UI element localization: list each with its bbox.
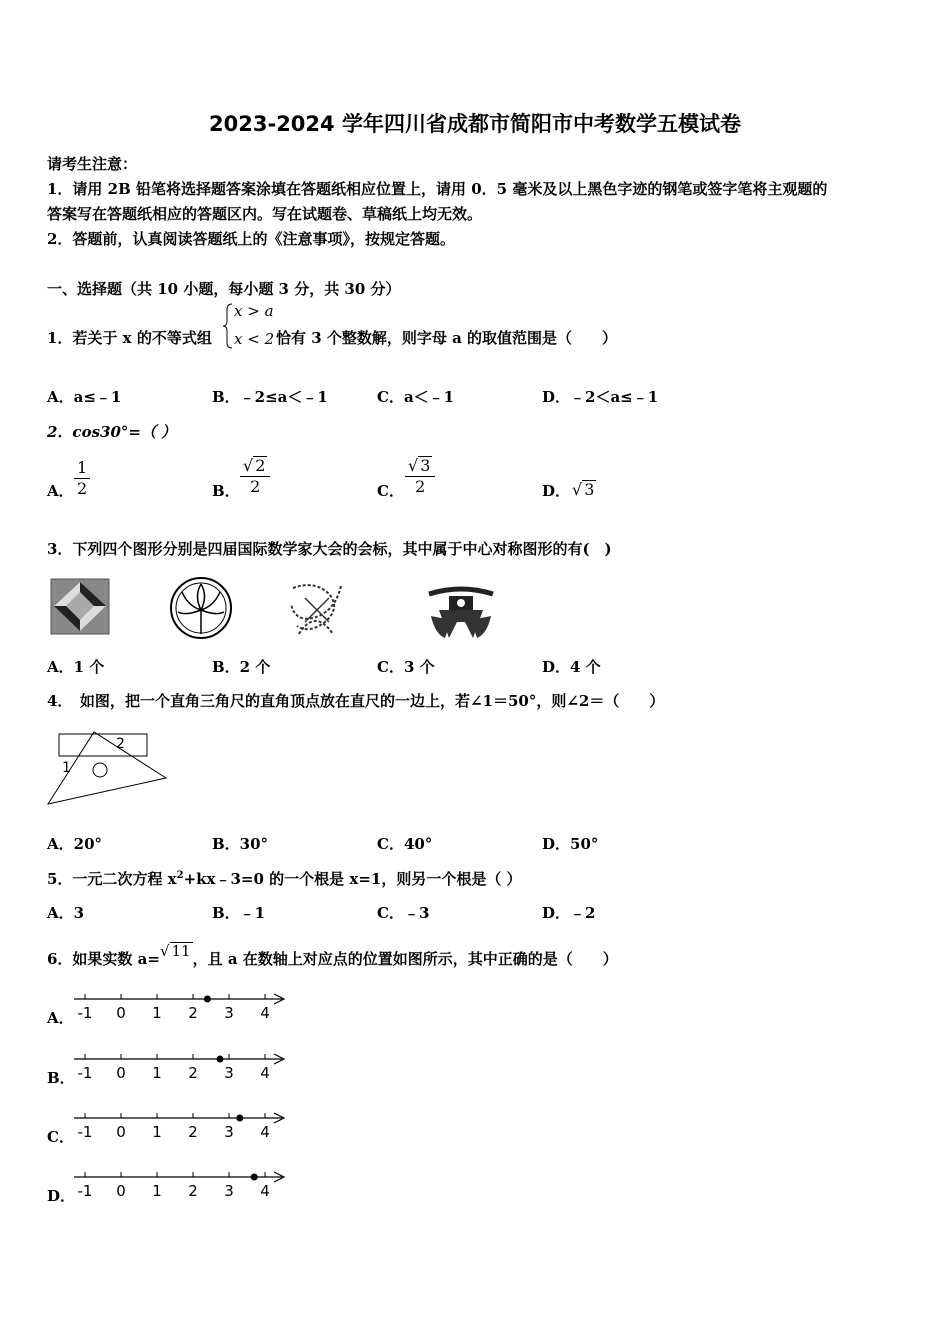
q4-angle-1-label: 1 bbox=[62, 760, 71, 776]
q1-option-d[interactable]: D．﹣2＜a≤﹣1 bbox=[542, 388, 659, 406]
q6-option-a[interactable]: A． bbox=[47, 1009, 74, 1027]
q3-option-a[interactable]: A．1 个 bbox=[47, 658, 105, 676]
notice-line-1b: 答案写在答题纸相应的答题区内。写在试题卷、草稿纸上均无效。 bbox=[47, 205, 483, 223]
q2-option-c-value: $\frac{√ 3}{2}$ bbox=[405, 456, 435, 497]
tick-label: 0 bbox=[116, 1004, 126, 1022]
q1-suffix: 恰有 3 个整数解，则字母 a 的取值范围是（ ） bbox=[276, 329, 618, 347]
q1-option-c[interactable]: C．a＜﹣1 bbox=[377, 388, 455, 406]
tick-label: -1 bbox=[77, 1004, 93, 1022]
q2-option-b-label[interactable]: B． bbox=[212, 482, 240, 500]
q3-stem: 3．下列四个图形分别是四届国际数学家大会的会标，其中属于中心对称图形的有( ) bbox=[47, 540, 612, 558]
notice-line-1a: 1．请用 2B 铅笔将选择题答案涂填在答题纸相应位置上，请用 0．5 毫米及以上黑色字迹的钢笔或签字笔将主观题的 bbox=[47, 180, 828, 198]
page-title: 2023-2024 学年四川省成都市简阳市中考数学五模试卷 bbox=[209, 112, 741, 136]
emblem-4-icon bbox=[427, 576, 495, 640]
q1-inequality-1: x > a bbox=[234, 302, 274, 320]
tick-label: 2 bbox=[188, 1182, 198, 1200]
tick-label: 4 bbox=[260, 1064, 270, 1082]
q6-stem: 6．如果实数 a=√ 11 ，且 a 在数轴上对应点的位置如图所示，其中正确的是（ ） bbox=[47, 942, 618, 968]
tick-label: 1 bbox=[152, 1004, 162, 1022]
q5-option-d[interactable]: D．﹣2 bbox=[542, 904, 596, 922]
emblem-3-icon bbox=[285, 578, 347, 640]
q3-option-b[interactable]: B．2 个 bbox=[212, 658, 271, 676]
tick-label: 4 bbox=[260, 1123, 270, 1141]
q2-a-denominator: 2 bbox=[77, 479, 88, 498]
q2-option-b-value: $\frac{√ 2}{2}$ bbox=[240, 456, 270, 497]
tick-label: 3 bbox=[224, 1004, 234, 1022]
tick-label: 1 bbox=[152, 1123, 162, 1141]
q2-d-radicand: 3 bbox=[584, 480, 595, 499]
q6-option-d[interactable]: D． bbox=[47, 1187, 76, 1205]
q6-number-line-a bbox=[70, 990, 290, 1024]
q4-option-b[interactable]: B．30° bbox=[212, 835, 269, 853]
point-a-marker bbox=[251, 1174, 258, 1181]
q1-prefix: 1．若关于 x 的不等式组 bbox=[47, 329, 212, 347]
q4-figure bbox=[44, 728, 170, 810]
tick-label: 2 bbox=[188, 1064, 198, 1082]
q5-option-c[interactable]: C．﹣3 bbox=[377, 904, 430, 922]
point-a-marker bbox=[217, 1056, 224, 1063]
q2-stem: 2．cos30°=（ ） bbox=[47, 423, 177, 441]
section-heading: 一、选择题（共 10 小题，每小题 3 分，共 30 分） bbox=[47, 280, 401, 298]
tick-label: 4 bbox=[260, 1004, 270, 1022]
q4-option-c[interactable]: C．40° bbox=[377, 835, 433, 853]
point-a-marker bbox=[236, 1115, 243, 1122]
tick-label: 0 bbox=[116, 1182, 126, 1200]
tick-label: -1 bbox=[77, 1064, 93, 1082]
q5-option-b[interactable]: B．﹣1 bbox=[212, 904, 266, 922]
q4-stem: 4． 如图，把一个直角三角尺的直角顶点放在直尺的一边上，若∠1＝50°，则∠2＝（ ） bbox=[47, 692, 665, 710]
q2-b-radicand: 2 bbox=[255, 456, 266, 475]
q2-c-radicand: 3 bbox=[420, 456, 431, 475]
tick-label: 3 bbox=[224, 1064, 234, 1082]
q6-option-c[interactable]: C． bbox=[47, 1128, 74, 1146]
q2-c-denominator: 2 bbox=[415, 477, 426, 496]
tick-label: -1 bbox=[77, 1123, 93, 1141]
q1-inequality-2: x < 2 bbox=[234, 330, 275, 348]
tick-label: 1 bbox=[152, 1064, 162, 1082]
q3-option-d[interactable]: D．4 个 bbox=[542, 658, 601, 676]
q4-option-d[interactable]: D．50° bbox=[542, 835, 599, 853]
q6-number-line-d bbox=[70, 1168, 290, 1202]
q5-stem: 5．一元二次方程 $x^2+kx﹣3=0$ 的一个根是 x=1，则另一个根是（ ） bbox=[47, 870, 522, 888]
q2-option-d-value: √ 3 bbox=[572, 480, 595, 499]
q6-radicand: 11 bbox=[171, 942, 191, 960]
tick-label: 3 bbox=[224, 1182, 234, 1200]
tick-label: 3 bbox=[224, 1123, 234, 1141]
tick-label: -1 bbox=[77, 1182, 93, 1200]
notice-heading: 请考生注意： bbox=[47, 155, 138, 173]
tick-label: 2 bbox=[188, 1004, 198, 1022]
q2-option-d-label[interactable]: D． bbox=[542, 482, 571, 500]
tick-label: 4 bbox=[260, 1182, 270, 1200]
q4-angle-2-label: 2 bbox=[116, 736, 125, 752]
q1-option-b[interactable]: B．﹣2≤a＜﹣1 bbox=[212, 388, 328, 406]
q2-b-denominator: 2 bbox=[250, 477, 261, 496]
tick-label: 1 bbox=[152, 1182, 162, 1200]
q2-option-a-value bbox=[74, 458, 90, 499]
q3-option-c[interactable]: C．3 个 bbox=[377, 658, 435, 676]
q1-option-a[interactable]: A．a≤﹣1 bbox=[47, 388, 122, 406]
q6-number-line-b bbox=[70, 1050, 290, 1084]
q5-option-a[interactable]: A．3 bbox=[47, 904, 85, 922]
q6-option-b[interactable]: B． bbox=[47, 1069, 75, 1087]
q4-option-a[interactable]: A．20° bbox=[47, 835, 103, 853]
emblem-2-icon bbox=[168, 576, 234, 640]
q2-a-numerator: 1 bbox=[74, 458, 90, 479]
tick-label: 0 bbox=[116, 1064, 126, 1082]
tick-label: 0 bbox=[116, 1123, 126, 1141]
q2-option-c-label[interactable]: C． bbox=[377, 482, 404, 500]
notice-line-2: 2．答题前，认真阅读答题纸上的《注意事项》，按规定答题。 bbox=[47, 230, 455, 248]
tick-label: 2 bbox=[188, 1123, 198, 1141]
q2-option-a-label[interactable]: A． bbox=[47, 482, 74, 500]
q6-number-line-c bbox=[70, 1109, 290, 1143]
point-a-marker bbox=[204, 996, 211, 1003]
emblem-1-icon bbox=[50, 578, 112, 636]
